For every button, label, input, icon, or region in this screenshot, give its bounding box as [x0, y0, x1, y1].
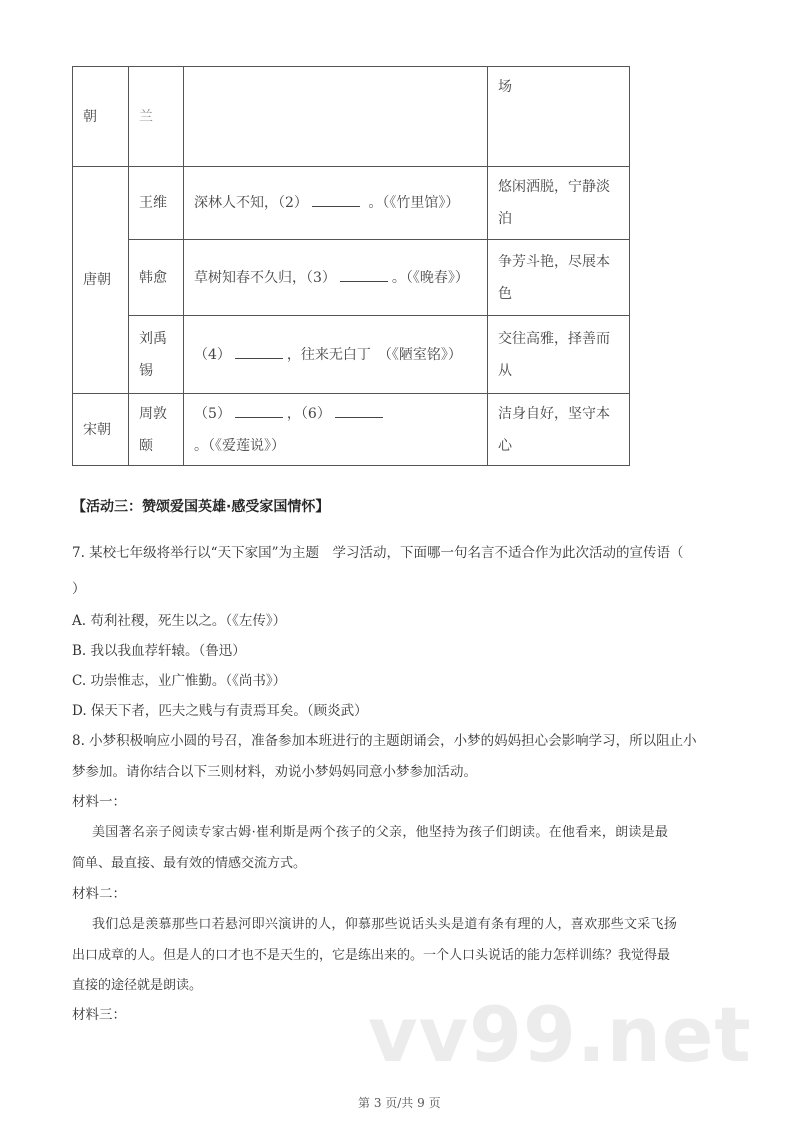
table-row	[73, 240, 630, 316]
verse-text: 深林人不知，（2）	[194, 195, 308, 211]
question-7-stem: 7. 某校七年级将举行以“天下家国”为主题 学习活动，下面哪一句名言不适合作为此次活动的宣传语（	[72, 545, 684, 561]
material-2-text: 直接的途径就是朗读。	[72, 978, 203, 993]
fill-blank-6[interactable]	[335, 403, 383, 418]
verse-text: （4）	[194, 346, 231, 363]
verse-text: 。（《竹里馆》）	[363, 195, 460, 211]
table-row	[73, 394, 630, 466]
dynasty-cell: 唐朝	[73, 167, 129, 394]
option-a[interactable]: A. 苟利社稷，死生以之。（《左传》）	[72, 613, 287, 629]
table-row	[73, 316, 630, 394]
trait-cell: 场	[488, 67, 630, 167]
material-2-text: 我们总是羡慕那些口若悬河即兴演讲的人，仰慕那些说话头头是道有条有理的人，喜欢那些文采飞扬	[92, 917, 678, 932]
verse-cell	[184, 167, 488, 240]
author-cell: 王维	[129, 167, 184, 240]
poem-table	[72, 66, 630, 466]
section-heading: 【活动三：赞颂爱国英雄·感受家国情怀】	[72, 499, 330, 515]
dynasty-cell: 宋朝	[73, 394, 129, 466]
verse-cell	[184, 316, 488, 394]
verse-cell	[184, 240, 488, 316]
fill-blank-5[interactable]	[235, 403, 283, 418]
material-1-label: 材料一：	[72, 794, 126, 810]
option-d[interactable]: D. 保天下者，匹夫之贱与有责焉耳矣。（顾炎武）	[72, 703, 368, 719]
material-1-text: 美国著名亲子阅读专家古姆·崔利斯是两个孩子的父亲，他坚持为孩子们朗读。在他看来，朗读是最	[92, 825, 669, 840]
author-cell: 刘禹锡	[129, 316, 184, 394]
page-number: 第 3 页/共 9 页	[358, 1096, 441, 1110]
material-1-text: 简单、最直接、最有效的情感交流方式。	[72, 856, 307, 871]
option-b[interactable]: B. 我以我血荐轩辕。（鲁迅）	[72, 643, 246, 659]
fill-blank-4[interactable]	[235, 344, 283, 359]
question-8-stem-line1: 8. 小梦积极响应小圆的号召，准备参加本班进行的主题朗诵会，小梦的妈妈担心会影响学习，所以阻止小	[72, 733, 697, 749]
verse-text: 。（《爱莲说》）	[194, 437, 285, 454]
verse-text: 草树知春不久归，（3）	[194, 269, 336, 286]
author-cell: 韩愈	[129, 240, 184, 316]
verse-text: （5）	[194, 405, 231, 422]
verse-cell	[184, 67, 488, 167]
trait-cell: 悠闲洒脱，宁静淡泊	[488, 167, 630, 240]
author-cell: 周敦颐	[129, 394, 184, 466]
material-2-text: 出口成章的人。但是人的口才也不是天生的，它是练出来的。一个人口头说话的能力怎样训练？我觉得最	[72, 948, 671, 963]
verse-cell	[184, 394, 488, 466]
author-cell: 兰	[129, 67, 184, 167]
dynasty-cell: 朝	[73, 67, 129, 167]
fill-blank-2[interactable]	[312, 192, 360, 207]
verse-text: 。（《晚春》）	[391, 269, 469, 286]
trait-cell: 交往高雅，择善而从	[488, 316, 630, 394]
verse-text: ，往来无白丁 （《陋室铭》）	[286, 346, 462, 363]
material-2-label: 材料二：	[72, 886, 126, 902]
trait-cell: 洁身自好，坚守本心	[488, 394, 630, 466]
trait-cell: 争芳斗艳，尽展本色	[488, 240, 630, 316]
material-3-label: 材料三：	[72, 1007, 126, 1023]
question-8-stem-line2: 梦参加。请你结合以下三则材料，劝说小梦妈妈同意小梦参加活动。	[72, 764, 477, 780]
fill-blank-3[interactable]	[340, 267, 388, 282]
table-row	[73, 67, 630, 167]
question-7-stem-end: ）	[72, 581, 86, 597]
table-row	[73, 167, 630, 240]
watermark: vv99.net	[368, 990, 752, 1079]
option-c[interactable]: C. 功崇惟志，业广惟勤。（《尚书》）	[72, 673, 287, 689]
verse-text: ，（6）	[286, 405, 331, 422]
